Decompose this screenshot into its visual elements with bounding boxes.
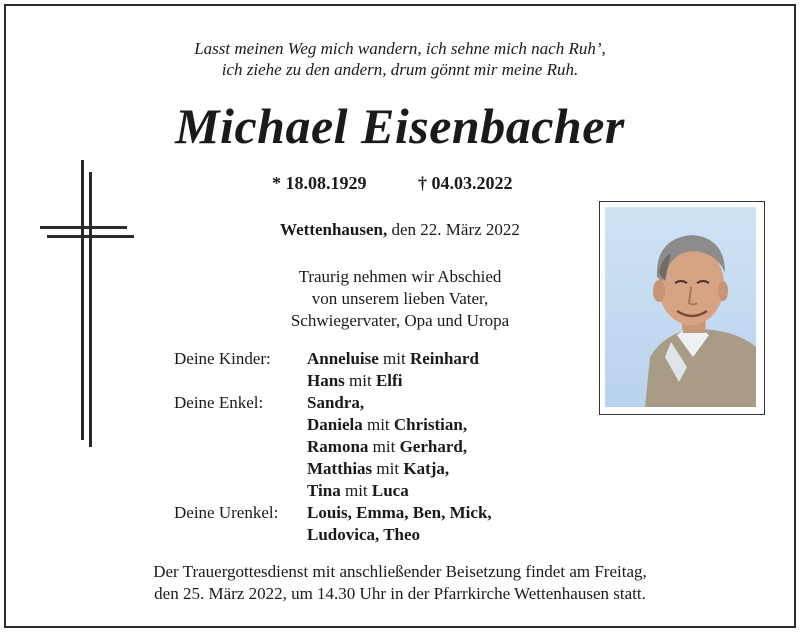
kinder-label: Deine Kinder: [174,349,271,368]
enkel-row-3 [307,436,467,458]
conjunction: mit [344,481,368,500]
poem-line-2: ich ziehe zu den andern, drum gönnt mir meine Ruh. [221,60,579,79]
name: Ludovica, Theo [307,525,421,544]
name: Hans [307,371,345,390]
service-line-2: den 25. März 2022, um 14.30 Uhr in der Pfarrkirche Wettenhausen statt. [154,584,646,603]
urenkel-row-1 [307,502,492,524]
conjunction: mit [383,349,406,368]
cross-horizontal-1 [40,226,127,229]
kinder-row-2 [307,370,402,392]
service-line-1: Der Trauergottesdienst mit anschließender Beisetzung findet am Freitag, [153,562,647,581]
conjunction: mit [349,371,372,390]
intro-line-3: Schwiegervater, Opa und Uropa [290,311,510,330]
place-town: Wettenhausen, [280,220,388,239]
name: Elfi [375,371,403,390]
enkel-row-1 [307,392,364,414]
conjunction: mit [376,459,400,478]
name: Louis, Emma, Ben, Mick, [307,503,492,522]
name: Sandra, [307,393,365,412]
enkel-label: Deine Enkel: [174,393,264,412]
conjunction: mit [372,437,396,456]
name: Anneluise [307,349,379,368]
death-date: † 04.03.2022 [418,173,513,193]
portrait-image [605,207,756,407]
enkel-row-4 [307,458,449,480]
cross-vertical-2 [89,172,92,447]
cross-horizontal-2 [47,235,134,238]
enkel-row-5 [307,480,409,502]
enkel-row-2 [307,414,467,436]
name: Katja, [403,459,450,478]
poem-line-1: Lasst meinen Weg mich wandern, ich sehne mich nach Ruh’, [194,39,606,58]
intro-line-2: von unserem lieben Vater, [311,289,489,308]
deceased-name: Michael Eisenbacher [175,98,625,154]
portrait-photo [605,207,756,407]
name: Gerhard, [399,437,468,456]
urenkel-label: Deine Urenkel: [174,503,279,522]
name: Ramona [307,437,369,456]
birth-date: * 18.08.1929 [272,173,367,193]
cross-vertical-1 [81,160,84,440]
urenkel-row-2 [307,524,420,546]
name: Matthias [307,459,373,478]
conjunction: mit [366,415,390,434]
name: Reinhard [409,349,479,368]
kinder-row-1 [307,348,479,370]
name: Luca [371,481,409,500]
name: Daniela [307,415,363,434]
name: Tina [307,481,341,500]
place-date: den 22. März 2022 [391,220,520,239]
intro-line-1: Traurig nehmen wir Abschied [298,267,502,286]
name: Christian, [393,415,468,434]
